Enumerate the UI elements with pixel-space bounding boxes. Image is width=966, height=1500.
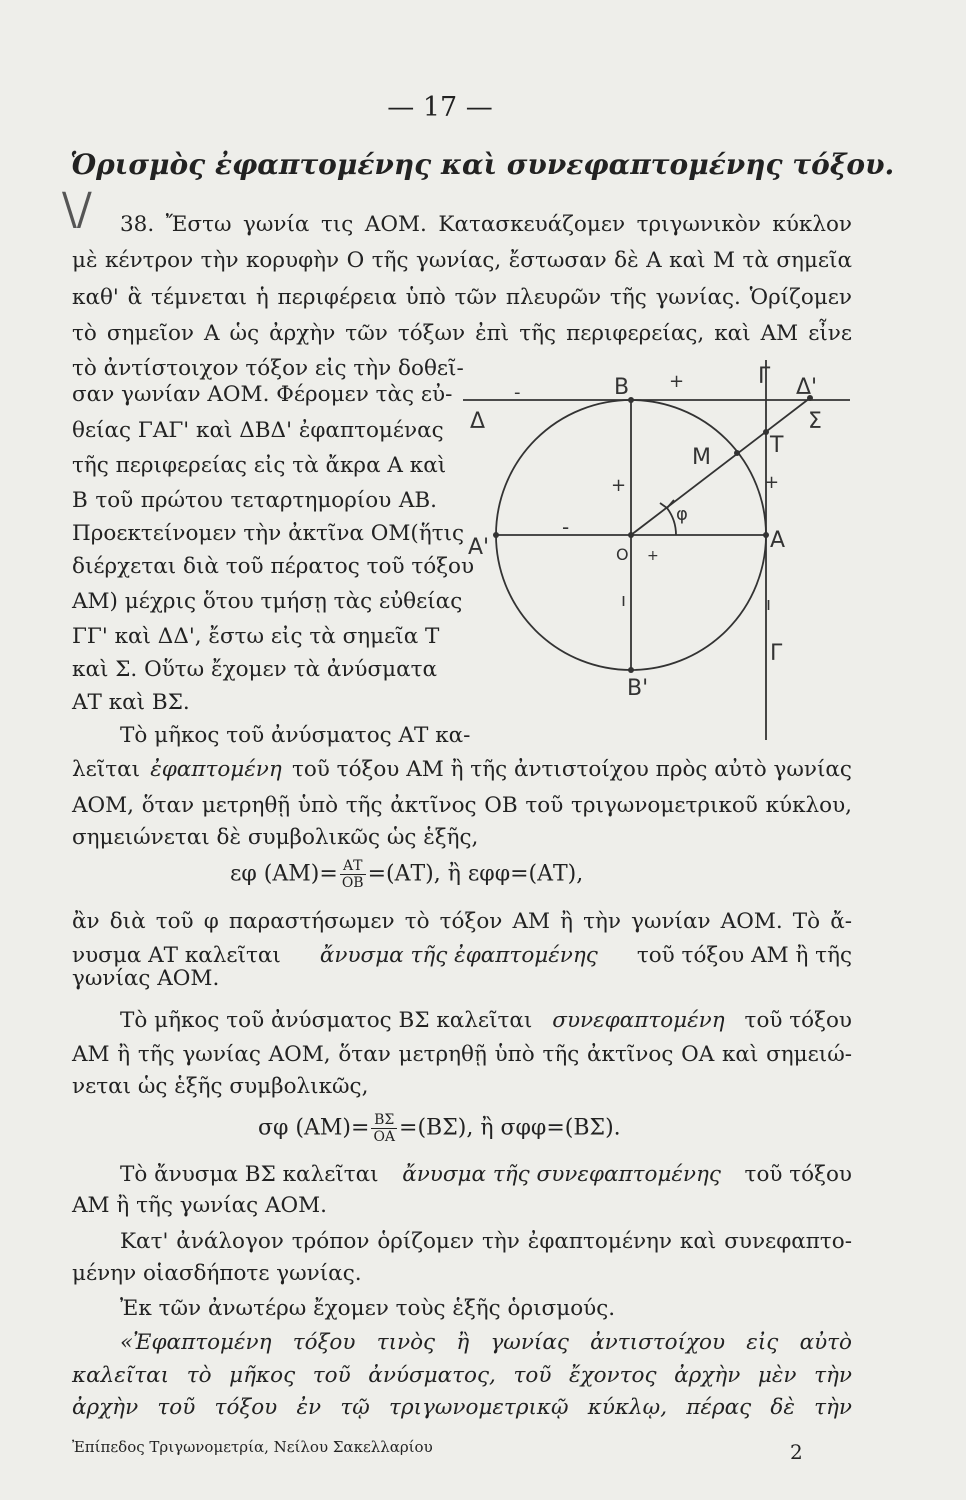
text-span: νυσμα ΑΤ καλεῖται [72,943,281,968]
text-line [120,1164,852,1186]
check-mark: \/ [62,184,92,235]
definition-line: ἀρχὴν τοῦ τόξου ἐν τῷ τριγωνομετρικῷ κύκλῳ, πέρας δὲ τὴν [72,1395,852,1420]
sign-plus: + [611,475,627,496]
formula-tangent [230,858,583,891]
label-phi: φ [676,504,688,525]
text-line: γωνίας ΑΟΜ. [72,966,220,991]
text-line: Προεκτείνομεν τὴν ἀκτῖνα ΟΜ(ἥτις [72,521,465,546]
text-line: τῆς περιφερείας εἰς τὰ ἄκρα Α καὶ [72,453,447,478]
text-line [72,759,852,781]
formula-cotangent [258,1112,621,1145]
text-line: ΑΤ καὶ ΒΣ. [72,690,190,715]
label-A: A [770,528,786,553]
label-G-bottom: Γ [770,641,783,666]
sign-minus: - [562,515,570,539]
definition-line: «Ἐφαπτομένη τόξου τινὸς ἢ γωνίας ἀντιστοίχου εἰς αὐτὸ [120,1330,852,1355]
label-O: O [616,545,629,564]
italic-term: συνεφαπτομένη [552,1008,725,1033]
formula-suffix: =(ΑΤ), ἢ εφφ=(ΑΤ), [367,861,584,887]
italic-term: ἄνυσμα τῆς ἐφαπτομένης [319,943,598,968]
fraction-denominator: ΟΑ [373,1129,396,1146]
sign-minus: - [514,382,521,403]
point-M [734,450,740,456]
text-span: λεῖται [72,757,141,782]
point-A-prime [493,532,499,538]
text-line: Τὸ μῆκος τοῦ ἀνύσματος ΑΤ κα- [120,723,471,748]
footer-page-number: 2 [790,1440,803,1464]
text-line: θείας ΓΑΓ' καὶ ΔΒΔ' ἐφαπτομένας [72,418,444,443]
arc-arrow [660,503,667,508]
fraction [340,858,366,891]
text-line: ΑΜ ἢ τῆς γωνίας ΑΟΜ. [72,1193,328,1218]
point-O [628,532,634,538]
text-line: τὸ σημεῖον Α ὡς ἀρχὴν τῶν τόξων ἐπὶ τῆς περιφερείας, καὶ ΑΜ εἶνε [72,321,852,346]
sign-plus: + [669,371,685,392]
point-B-prime [628,667,634,673]
text-span: τοῦ τόξου ΑΜ ἢ τῆς ἀντιστοίχου πρὸς αὐτὸ γωνίας [291,757,852,782]
text-line: καὶ Σ. Οὕτω ἔχομεν τὰ ἀνύσματα [72,657,438,682]
text-line: διέρχεται διὰ τοῦ πέρατος τοῦ τόξου [72,554,475,579]
text-line: σαν γωνίαν ΑΟΜ. Φέρομεν τὰς εὐ- [72,382,453,407]
text-line: τὸ ἀντίστοιχον τόξον εἰς τὴν δοθεῖ- [72,356,464,381]
label-A-prime: A' [468,535,490,560]
label-B: B [614,375,630,400]
text-line: σημειώνεται δὲ συμβολικῶς ὡς ἑξῆς, [72,825,479,850]
italic-term: ἐφαπτομένη [150,757,282,782]
sign-plus: + [764,472,780,493]
italic-term: ἄνυσμα τῆς συνεφαπτομένης [402,1162,721,1187]
definition-line: καλεῖται τὸ μῆκος τοῦ ἀνύσματος, τοῦ ἔχοντος ἀρχὴν μὲν τὴν [72,1363,852,1388]
label-D-prime: Δ' [796,375,818,400]
point-T [763,429,769,435]
section-title: Ὁρισμὸς ἐφαπτομένης καὶ συνεφαπτομένης τόξου. [70,148,895,181]
text-line: ΑΟΜ, ὅταν μετρηθῇ ὑπὸ τῆς ἀκτῖνος ΟΒ τοῦ τριγωνομετρικοῦ κύκλου, [72,793,852,818]
text-span: τοῦ τόξου [744,1162,852,1187]
text-line: Β τοῦ πρώτου τεταρτημορίου ΑΒ. [72,488,437,513]
label-M: M [692,445,711,470]
text-span: Τὸ μῆκος τοῦ ἀνύσματος ΒΣ καλεῖται [120,1008,533,1033]
text-line: μένην οἱασδήποτε γωνίας. [72,1261,362,1286]
footer-text: Ἐπίπεδος Τριγωνομετρία, Νείλου Σακελλαρίου [72,1438,433,1456]
tick-mark: ı [621,590,627,611]
text-line: μὲ κέντρον τὴν κορυφὴν Ο τῆς γωνίας, ἔστωσαν δὲ Α καὶ Μ τὰ σημεῖα [72,248,852,273]
fraction-numerator: ΑΤ [340,858,366,875]
fraction-denominator: ΟΒ [341,875,364,892]
label-T: T [770,433,784,458]
text-line: Ἐκ τῶν ἀνωτέρω ἔχομεν τοὺς ἑξῆς ὁρισμούς. [120,1296,616,1321]
label-B-prime: B' [627,676,649,701]
fraction [371,1112,397,1145]
text-line: 38. Ἔστω γωνία τις ΑΟΜ. Κατασκευάζομεν τριγωνικὸν κύκλον [120,212,852,237]
text-span: τοῦ τόξου [744,1008,852,1033]
tick-mark: ı [766,594,772,615]
trig-circle-figure [440,350,880,760]
text-line: ΑΜ) μέχρις ὅτου τμήσῃ τὰς εὐθείας [72,589,463,614]
text-line: καθ' ἃ τέμνεται ἡ περιφέρεια ὑπὸ τῶν πλευρῶν τῆς γωνίας. Ὁρίζομεν [72,285,852,310]
page-number: — 17 — [387,92,493,123]
text-line [120,1010,852,1032]
text-line: νεται ὡς ἑξῆς συμβολικῶς, [72,1074,369,1099]
sign-plus: + [647,548,659,564]
text-line: ΑΜ ἢ τῆς γωνίας ΑΟΜ, ὅταν μετρηθῇ ὑπὸ τῆς ἀκτῖνος ΟΑ καὶ σημειώ- [72,1042,852,1067]
formula-prefix: σφ (ΑΜ)= [258,1115,370,1141]
text-span: Τὸ ἄνυσμα ΒΣ καλεῖται [120,1162,379,1187]
label-G-top: Γ [758,364,771,389]
formula-suffix: =(ΒΣ), ἢ σφφ=(ΒΣ). [399,1115,621,1141]
point-A [763,532,769,538]
text-line: Κατ' ἀνάλογον τρόπον ὁρίζομεν τὴν ἐφαπτομένην καὶ συνεφαπτο- [120,1229,852,1254]
label-D: Δ [470,409,486,434]
angle-arc [667,508,676,535]
text-span: τοῦ τόξου ΑΜ ἢ τῆς [636,943,852,968]
formula-prefix: εφ (ΑΜ)= [230,861,338,887]
text-line: ΓΓ' καὶ ΔΔ', ἔστω εἰς τὰ σημεῖα Τ [72,624,440,649]
fraction-numerator: ΒΣ [371,1112,397,1129]
text-line: ἂν διὰ τοῦ φ παραστήσωμεν τὸ τόξον ΑΜ ἢ τὴν γωνίαν ΑΟΜ. Τὸ ἄ- [72,909,852,934]
radius-OM-extended [631,398,810,535]
text-line [72,945,852,967]
label-S: Σ [808,409,822,434]
